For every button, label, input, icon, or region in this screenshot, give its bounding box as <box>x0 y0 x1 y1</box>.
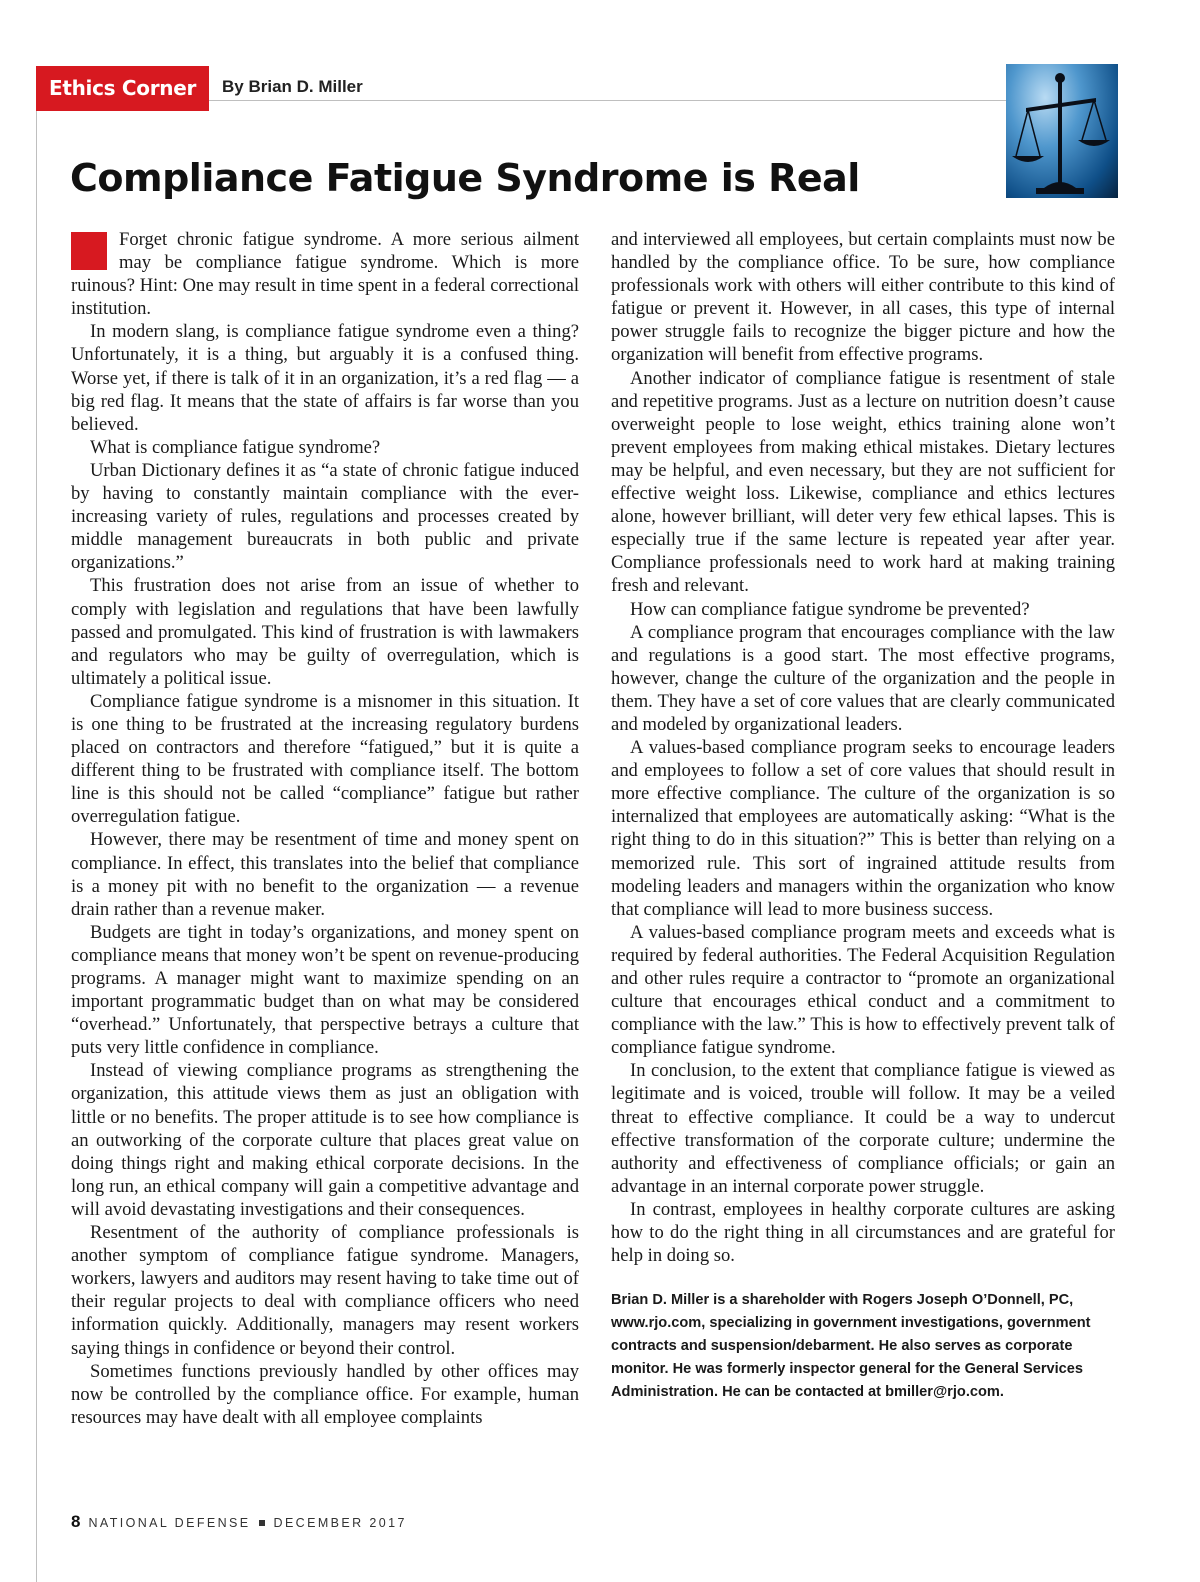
paragraph: A values-based compliance program meets and exceeds what is required by federal authorities. The Federal Acquisition Regulation and other rules require a contractor to “promote an organizational culture that encourages ethical conduct and a commitment to compliance with the law.” This is how to effectively prevent talk of compliance fatigue syndrome. <box>611 921 1115 1059</box>
paragraph: Budgets are tight in today’s organizations, and money spent on compliance means that money won’t be spent on revenue-producing programs. A manager might want to maximize spending on an important programmatic budget than on what may be considered “overhead.” Unfortunately, that perspective betrays a culture that puts very little confidence in compliance. <box>71 921 579 1059</box>
paragraph: A compliance program that encourages compliance with the law and regulations is a good start. The most effective programs, however, change the culture of the organization and the people in them. They have a set of core values that are clearly communicated and modeled by organizational leaders. <box>611 621 1115 735</box>
page-number: 8 <box>71 1512 81 1531</box>
byline: By Brian D. Miller <box>222 77 363 96</box>
paragraph: How can compliance fatigue syndrome be prevented? <box>630 598 1030 620</box>
article-headline: Compliance Fatigue Syndrome is Real <box>70 156 860 200</box>
paragraph: Instead of viewing compliance programs as strengthening the organization, this attitude views them as just an obligation with little or no benefits. The proper attitude is to see how compliance is an outworking of the corporate culture that places great value on doing things right and making ethical corporate decisions. In the long run, an ethical company will gain a competitive advantage and will avoid devastating investigations and their consequences. <box>71 1060 579 1220</box>
paragraph: In conclusion, to the extent that compliance fatigue is viewed as legitimate and is voiced, trouble will follow. It may be a veiled threat to effective compliance. It could be a way to undercut effective transformation of the corporate culture; undermine the authority and effectiveness of compliance officials; or gain an advantage in an internal corporate power struggle. <box>611 1060 1115 1197</box>
paragraph: Sometimes functions previously handled by other offices may now be controlled by the compliance office. For example, human resources may have dealt with all employee complaints <box>71 1360 579 1428</box>
paragraph: This frustration does not arise from an issue of whether to comply with legislation and regulations that have been lawfully passed and promulgated. This kind of frustration is with lawmakers and regulators who may be guilty of overregulation, which is ultimately a political issue. <box>71 575 579 689</box>
red-square-initial <box>71 232 107 270</box>
article-column-left <box>71 228 579 1429</box>
margin-rule <box>36 100 37 1582</box>
paragraph: What is compliance fatigue syndrome? <box>90 436 381 458</box>
section-label: Ethics Corner <box>36 66 209 111</box>
paragraph: Resentment of the authority of compliance professionals is another symptom of compliance fatigue syndrome. Managers, workers, lawyers and auditors may resent having to take time out of their regular projects to deal with compliance officers who need information quickly. Additionally, managers may resent workers saying things in confidence or beyond their control. <box>71 1222 579 1359</box>
author-bio: Brian D. Miller is a shareholder with Rogers Joseph O’Donnell, PC, www.rjo.com, specializing in government investigations, government contracts and suspension/debarment. He also serves as corporate monitor. He was formerly inspector general for the General Services Administration. He can be contacted at bmiller@rjo.com. <box>611 1292 1091 1401</box>
paragraph: Another indicator of compliance fatigue is resentment of stale and repetitive programs. Just as a lecture on nutrition doesn’t cause overweight people to lose weight, ethics training alone won’t prevent employees from making ethical mistakes. Dietary lectures may be helpful, and even necessary, but they are not sufficient for effective weight loss. Likewise, compliance and ethics lectures alone, however brilliant, will deter very few ethical lapses. This is especially true if the same lecture is repeated year after year. Compliance professionals need to work hard at making training fresh and relevant. <box>611 367 1115 597</box>
page-footer <box>71 1512 407 1532</box>
footer-separator <box>259 1520 265 1526</box>
scales-of-justice-photo <box>1006 64 1118 198</box>
publication-name: NATIONAL DEFENSE <box>88 1516 251 1530</box>
paragraph: In modern slang, is compliance fatigue syndrome even a thing? Unfortunately, it is a thing, but arguably it is a confused thing. Worse yet, if there is talk of it in an organization, it’s a red flag — a big red flag. It means that the state of affairs is far worse than you believed. <box>71 321 579 435</box>
paragraph: and interviewed all employees, but certain complaints must now be handled by the compliance office. To be sure, how compliance professionals work with others will either contribute to this kind of fatigue or prevent it. However, in all cases, this type of internal power struggle fails to recognize the bigger picture and how the organization will benefit from effective programs. <box>611 229 1115 366</box>
paragraph: Urban Dictionary defines it as “a state of chronic fatigue induced by having to constantly maintain compliance with the ever-increasing variety of rules, regulations and processes created by middle management bureaucrats in both public and private organizations.” <box>71 459 579 574</box>
paragraph-text: Forget chronic fatigue syndrome. A more serious ailment may be compliance fatigue syndrome. Which is more ruinous? Hint: One may result in time spent in a federal correctional institution. <box>71 229 579 320</box>
paragraph: However, there may be resentment of time and money spent on compliance. In effect, this translates into the belief that compliance is a money pit with no benefit to the organization — a revenue drain rather than a revenue maker. <box>71 829 579 920</box>
paragraph <box>71 228 579 320</box>
issue-date: DECEMBER 2017 <box>273 1516 407 1530</box>
paragraph: Compliance fatigue syndrome is a misnomer in this situation. It is one thing to be frustrated at the increasing regulatory burdens placed on contractors and therefore “fatigued,” but it is quite a different thing to be frustrated with compliance itself. The bottom line is this should not be called “compliance” fatigue but rather overregulation fatigue. <box>71 690 579 828</box>
paragraph: A values-based compliance program seeks to encourage leaders and employees to follow a set of core values that should result in more effective compliance. The culture of the organization is so internalized that employees are automatically asking: “What is the right thing to do in this situation?” This is better than relying on a memorized rule. This sort of ingrained attitude results from modeling leaders and managers within the organization who know that compliance will lead to more business success. <box>611 737 1115 920</box>
paragraph: In contrast, employees in healthy corporate cultures are asking how to do the right thing in all circumstances and are grateful for help in doing so. <box>611 1198 1115 1267</box>
scales-of-justice-icon <box>1006 64 1118 198</box>
article-column-right <box>611 228 1115 1404</box>
